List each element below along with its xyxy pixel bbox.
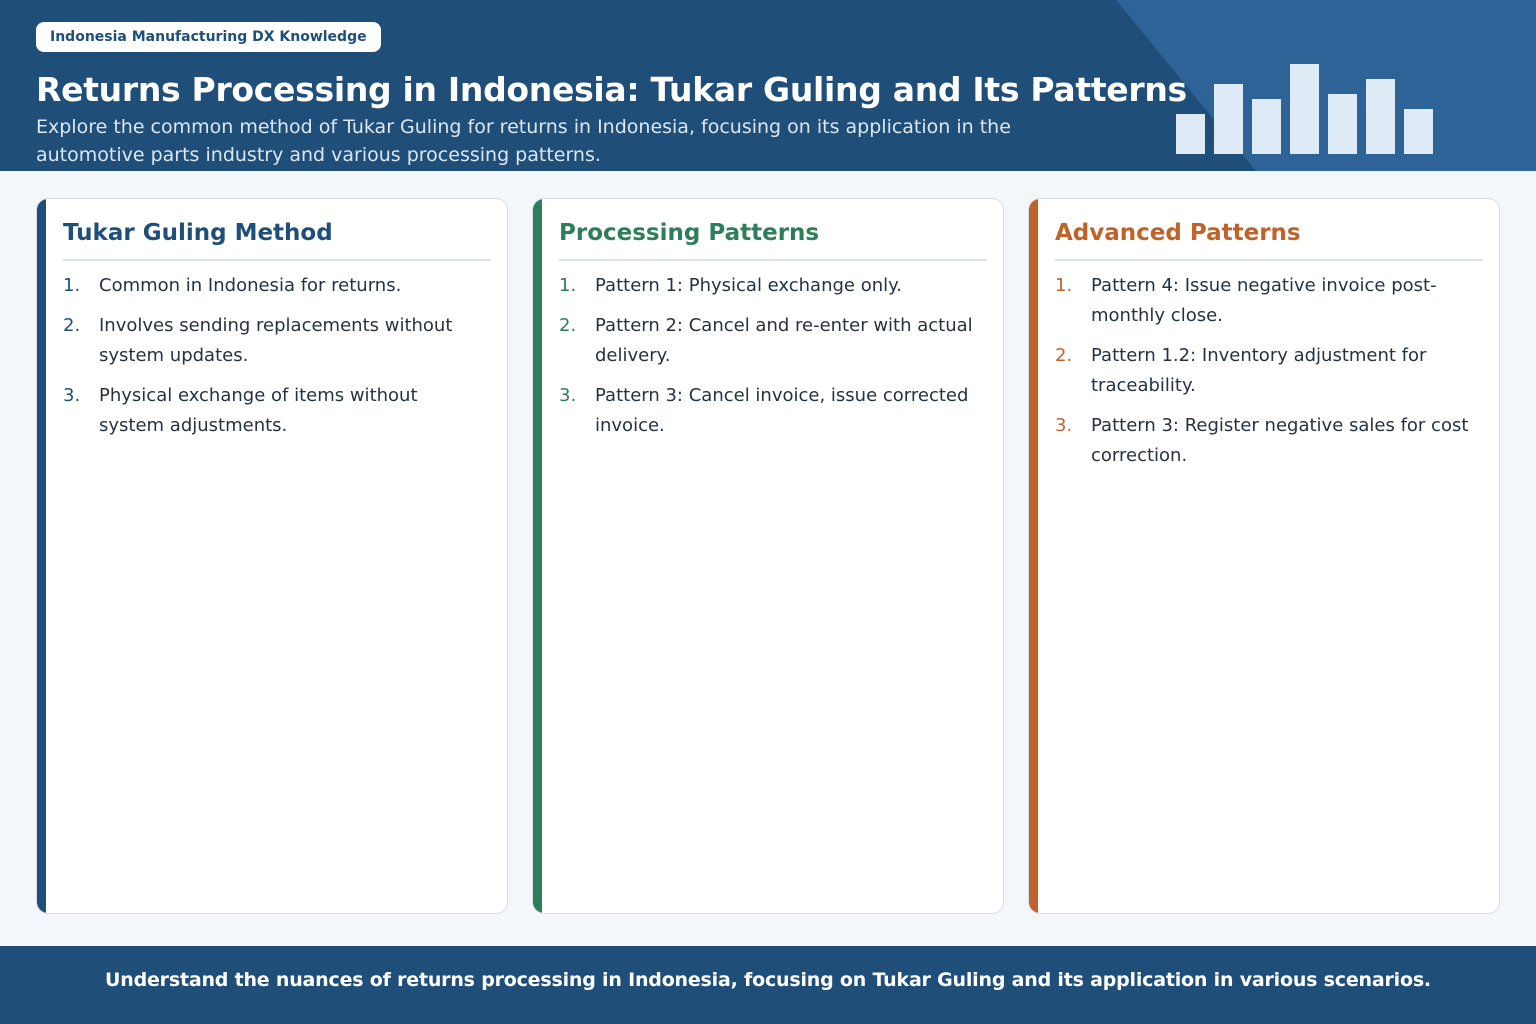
page-subtitle: Explore the common method of Tukar Guling for returns in Indonesia, focusing on its application in the automotive parts industry and various processing patterns. bbox=[36, 116, 1011, 166]
list-item-text: Pattern 3: Register negative sales for cost correction. bbox=[1091, 415, 1469, 466]
list-item bbox=[63, 381, 483, 441]
list-number: 1. bbox=[559, 275, 577, 296]
list-number: 2. bbox=[63, 315, 81, 336]
list-number: 1. bbox=[63, 275, 81, 296]
list-number: 3. bbox=[63, 385, 81, 406]
list-item-text: Pattern 3: Cancel invoice, issue corrected invoice. bbox=[595, 385, 969, 436]
card-accent-stripe bbox=[533, 199, 542, 913]
list-item-text: Physical exchange of items without system adjustments. bbox=[99, 385, 418, 436]
list-number: 3. bbox=[559, 385, 577, 406]
list-item-text: Pattern 1.2: Inventory adjustment for traceability. bbox=[1091, 345, 1427, 396]
list-item bbox=[1055, 341, 1475, 401]
list-item-text: Pattern 4: Issue negative invoice post-monthly close. bbox=[1091, 275, 1437, 326]
list-item bbox=[1055, 411, 1475, 471]
bar-chart-icon bbox=[1176, 60, 1436, 154]
card-list bbox=[63, 271, 483, 451]
card-title: Advanced Patterns bbox=[1055, 215, 1483, 261]
card-list bbox=[1055, 271, 1475, 481]
page-footer bbox=[0, 946, 1536, 1024]
card-title: Processing Patterns bbox=[559, 215, 987, 261]
list-item-text: Common in Indonesia for returns. bbox=[99, 275, 402, 296]
card-accent-stripe bbox=[37, 199, 46, 913]
list-item bbox=[63, 311, 483, 371]
footer-text: Understand the nuances of returns processing in Indonesia, focusing on Tukar Guling and its application in various scenarios. bbox=[105, 969, 1431, 991]
page-title: Returns Processing in Indonesia: Tukar Guling and Its Patterns bbox=[36, 70, 1187, 109]
list-item bbox=[1055, 271, 1475, 331]
card-list bbox=[559, 271, 979, 451]
list-number: 2. bbox=[1055, 345, 1073, 366]
decor-bar bbox=[1252, 99, 1281, 154]
list-number: 1. bbox=[1055, 275, 1073, 296]
decor-bar bbox=[1214, 84, 1243, 154]
decor-bar bbox=[1290, 64, 1319, 154]
list-item bbox=[63, 271, 483, 301]
decor-bar bbox=[1328, 94, 1357, 154]
list-item bbox=[559, 271, 979, 301]
list-item bbox=[559, 311, 979, 371]
list-number: 3. bbox=[1055, 415, 1073, 436]
card-title: Tukar Guling Method bbox=[63, 215, 491, 261]
card-advanced-patterns bbox=[1028, 198, 1500, 914]
list-item-text: Pattern 2: Cancel and re-enter with actual delivery. bbox=[595, 315, 973, 366]
card-processing-patterns bbox=[532, 198, 1004, 914]
card-tukar-guling-method bbox=[36, 198, 508, 914]
page-header bbox=[0, 0, 1536, 171]
decor-bar bbox=[1366, 79, 1395, 154]
card-accent-stripe bbox=[1029, 199, 1038, 913]
category-badge: Indonesia Manufacturing DX Knowledge bbox=[36, 22, 381, 52]
list-item-text: Pattern 1: Physical exchange only. bbox=[595, 275, 902, 296]
list-item bbox=[559, 381, 979, 441]
decor-bar bbox=[1404, 109, 1433, 154]
list-item-text: Involves sending replacements without system updates. bbox=[99, 315, 453, 366]
decor-bar bbox=[1176, 114, 1205, 154]
list-number: 2. bbox=[559, 315, 577, 336]
